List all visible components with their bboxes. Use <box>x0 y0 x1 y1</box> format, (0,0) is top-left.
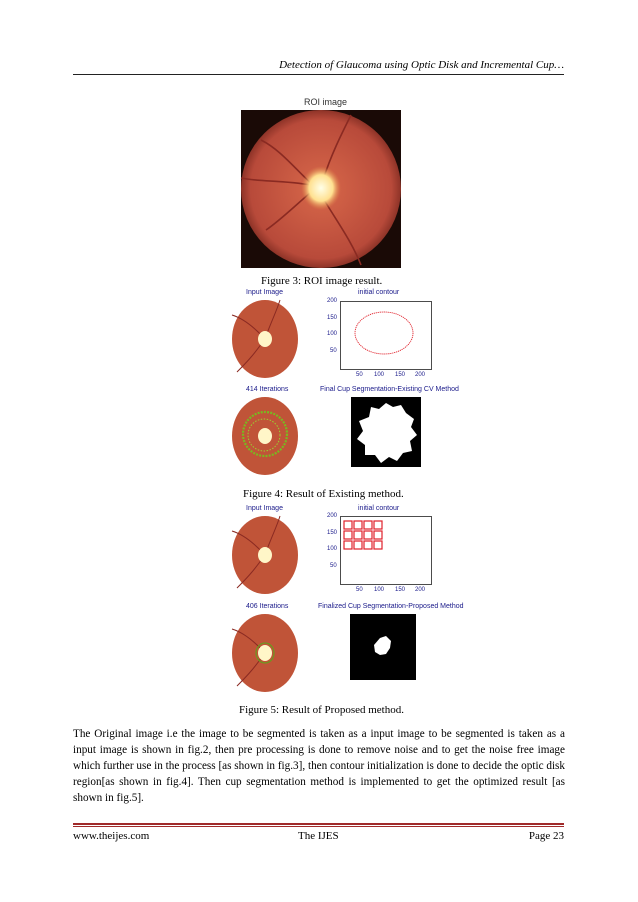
fig4-ytick: 50 <box>330 348 337 354</box>
header-rule <box>73 74 564 75</box>
fig5-iterations-image <box>232 614 298 692</box>
fig5-final-label: Finalized Cup Segmentation-Proposed Method <box>318 603 464 610</box>
fig4-xtick: 50 <box>356 372 363 378</box>
fig4-iterations-image <box>232 397 298 475</box>
footer-rule-thin <box>73 826 564 827</box>
fig5-ytick: 100 <box>327 546 338 552</box>
footer-website: www.theijes.com <box>73 830 150 842</box>
fig5-xtick: 200 <box>415 587 426 593</box>
fig5-contour-label: initial contour <box>358 505 400 512</box>
footer-rule <box>73 823 564 825</box>
running-header: Detection of Glaucoma using Optic Disk and Incremental Cup… <box>279 59 564 71</box>
fig5-final-segmentation <box>350 614 416 680</box>
fig5-ytick: 50 <box>330 563 337 569</box>
fig5-input-label: Input Image <box>246 505 283 512</box>
fig5-input-image <box>232 516 298 594</box>
fig4-caption: Figure 4: Result of Existing method. <box>243 488 404 500</box>
fig4-final-segmentation <box>351 397 421 467</box>
fig4-input-image <box>232 300 298 378</box>
fig3-roi-image <box>241 110 401 268</box>
fig4-iterations-label: 414 Iterations <box>246 386 289 393</box>
fig5-xtick: 100 <box>374 587 385 593</box>
fig4-xtick: 100 <box>374 372 385 378</box>
fig4-final-label: Final Cup Segmentation-Existing CV Method <box>320 386 459 393</box>
fig3-panel-title: ROI image <box>304 97 348 107</box>
fig5-xtick: 50 <box>356 587 363 593</box>
fig4-ytick: 150 <box>327 315 338 321</box>
fig5-ytick: 150 <box>327 530 338 536</box>
fig5-contour-plot <box>340 516 432 585</box>
fig5-ytick: 200 <box>327 513 338 519</box>
fig4-contour-plot <box>340 301 432 370</box>
fig5-iterations-label: 406 Iterations <box>246 603 289 610</box>
fig4-contour-label: initial contour <box>358 289 400 296</box>
fig5-xtick: 150 <box>395 587 406 593</box>
fig4-ytick: 100 <box>327 331 338 337</box>
fig3-caption: Figure 3: ROI image result. <box>261 275 383 287</box>
fig4-ytick: 200 <box>327 298 338 304</box>
fig4-xtick: 150 <box>395 372 406 378</box>
footer-page-number: Page 23 <box>528 830 564 842</box>
fig4-xtick: 200 <box>415 372 426 378</box>
footer-journal: The IJES <box>298 830 339 842</box>
body-paragraph: The Original image i.e the image to be segmented is taken as a input image to be segmented is taken as a input image is shown in fig.2, then pre processing is done to remove noise and to get the noise free image which further use in the process [as shown in fig.3], then contour initialization is done to decide the optic disk region[as shown in fig.4]. Then cup segmentation method is implemented to get the optimized result [as shown in fig.5]. <box>73 728 565 804</box>
fig4-input-label: Input Image <box>246 289 283 296</box>
fig5-caption: Figure 5: Result of Proposed method. <box>239 704 404 716</box>
